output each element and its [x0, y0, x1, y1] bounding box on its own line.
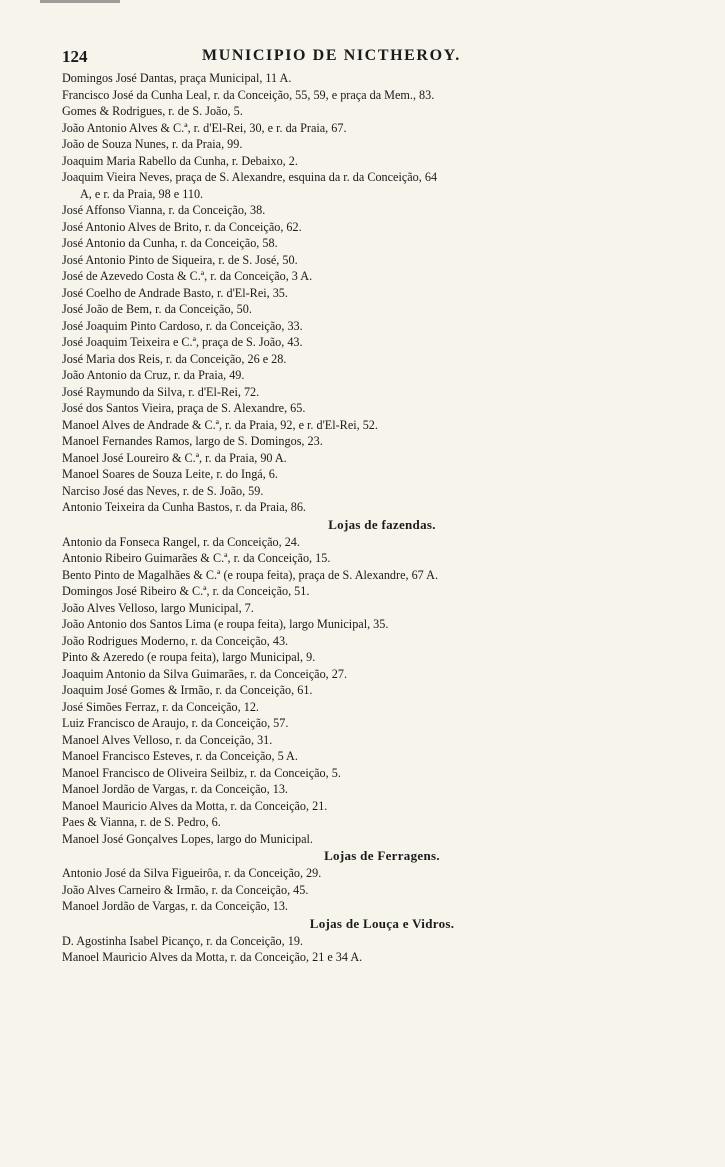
- directory-entry: Francisco José da Cunha Leal, r. da Conceição, 55, 59, e praça da Mem., 83.: [62, 87, 435, 102]
- page-number: 124: [62, 47, 88, 66]
- directory-entry: José Maria dos Reis, r. da Conceição, 26 e 28.: [62, 351, 287, 366]
- directory-entry: João de Souza Nunes, r. da Praia, 99.: [62, 137, 243, 151]
- directory-entry: José Raymundo da Silva, r. d'El-Rei, 72.: [62, 384, 260, 399]
- directory-entry: Manoel Soares de Souza Leite, r. do Ingá, 6.: [62, 467, 278, 481]
- directory-entry: José Joaquim Pinto Cardoso, r. da Conceição, 33.: [62, 318, 303, 333]
- directory-entry: José dos Santos Vieira, praça de S. Alexandre, 65.: [62, 401, 306, 415]
- directory-entry: João Antonio dos Santos Lima (e roupa feita), largo Municipal, 35.: [62, 617, 389, 631]
- directory-entry: José João de Bem, r. da Conceição, 50.: [62, 302, 252, 316]
- directory-entry: Joaquim Vieira Neves, praça de S. Alexandre, esquina da r. da Conceição, 64: [62, 170, 438, 184]
- directory-entry: José Affonso Vianna, r. da Conceição, 38.: [62, 203, 266, 217]
- page-header: [62, 47, 662, 69]
- section-heading: Lojas de Louça e Vidros.: [309, 915, 455, 931]
- section-heading: Lojas de Ferragens.: [324, 848, 440, 863]
- directory-entry: João Antonio da Cruz, r. da Praia, 49.: [62, 368, 245, 382]
- directory-entry: Manoel Alves Velloso, r. da Conceição, 31.: [62, 732, 273, 747]
- directory-entry: Luiz Francisco de Araujo, r. da Conceição, 57.: [62, 716, 289, 730]
- directory-entry: Manoel Alves de Andrade & C.ª, r. da Praia, 92, e r. d'El-Rei, 52.: [62, 417, 378, 432]
- directory-entry-continuation: A, e r. da Praia, 98 e 110.: [80, 186, 204, 201]
- directory-entry: Bento Pinto de Magalhães & C.ª (e roupa feita), praça de S. Alexandre, 67 A.: [62, 567, 438, 582]
- ink-smudge: [40, 0, 120, 3]
- directory-entry: Pinto & Azeredo (e roupa feita), largo Municipal, 9.: [62, 650, 316, 664]
- directory-listing: [62, 70, 702, 966]
- directory-entry: Manoel José Loureiro & C.ª, r. da Praia, 90 A.: [62, 450, 287, 465]
- directory-entry: Manoel Mauricio Alves da Motta, r. da Conceição, 21.: [62, 798, 328, 813]
- directory-entry: D. Agostinha Isabel Picanço, r. da Conceição, 19.: [62, 933, 303, 948]
- directory-entry: Manoel Jordão de Vargas, r. da Conceição, 13.: [62, 782, 288, 796]
- directory-entry: Manoel Francisco Esteves, r. da Conceição, 5 A.: [62, 749, 298, 763]
- directory-entry: João Alves Velloso, largo Municipal, 7.: [62, 600, 254, 615]
- directory-entry: Manoel Jordão de Vargas, r. da Conceição, 13.: [62, 899, 288, 913]
- directory-entry: João Antonio Alves & C.ª, r. d'El-Rei, 30, e r. da Praia, 67.: [62, 120, 347, 135]
- directory-entry: José Simões Ferraz, r. da Conceição, 12.: [62, 699, 259, 714]
- running-title: MUNICIPIO DE NICTHEROY.: [202, 47, 461, 64]
- directory-entry: Antonio José da Silva Figueirôa, r. da Conceição, 29.: [62, 866, 322, 880]
- directory-entry: Domingos José Ribeiro & C.ª, r. da Conceição, 51.: [62, 584, 310, 598]
- directory-entry: José de Azevedo Costa & C.ª, r. da Conceição, 3 A.: [62, 269, 313, 283]
- directory-entry: Domingos José Dantas, praça Municipal, 11 A.: [62, 71, 292, 85]
- directory-entry: Manoel Mauricio Alves da Motta, r. da Conceição, 21 e 34 A.: [62, 950, 363, 964]
- directory-entry: Manoel Fernandes Ramos, largo de S. Domingos, 23.: [62, 434, 323, 448]
- directory-entry: Joaquim Maria Rabello da Cunha, r. Debaixo, 2.: [62, 153, 298, 168]
- directory-entry: Joaquim Antonio da Silva Guimarães, r. da Conceição, 27.: [62, 666, 347, 681]
- directory-entry: Narciso José das Neves, r. de S. João, 59.: [62, 483, 264, 498]
- directory-entry: Manoel José Gonçalves Lopes, largo do Municipal.: [62, 831, 313, 846]
- directory-entry: Gomes & Rodrigues, r. de S. João, 5.: [62, 104, 243, 118]
- directory-entry: José Joaquim Teixeira e C.ª, praça de S. João, 43.: [62, 335, 303, 349]
- directory-entry: José Coelho de Andrade Basto, r. d'El-Rei, 35.: [62, 285, 288, 300]
- directory-entry: Joaquim José Gomes & Irmão, r. da Conceição, 61.: [62, 683, 313, 697]
- directory-entry: Antonio Teixeira da Cunha Bastos, r. da Praia, 86.: [62, 500, 306, 514]
- directory-entry: José Antonio Pinto de Siqueira, r. de S. José, 50.: [62, 252, 298, 267]
- directory-entry: Antonio da Fonseca Rangel, r. da Conceição, 24.: [62, 534, 300, 549]
- directory-entry: Antonio Ribeiro Guimarães & C.ª, r. da Conceição, 15.: [62, 551, 331, 565]
- directory-entry: João Alves Carneiro & Irmão, r. da Conceição, 45.: [62, 882, 309, 897]
- directory-entry: José Antonio da Cunha, r. da Conceição, 58.: [62, 236, 278, 250]
- section-heading: Lojas de fazendas.: [328, 516, 436, 532]
- directory-entry: João Rodrigues Moderno, r. da Conceição, 43.: [62, 633, 289, 648]
- directory-entry: Paes & Vianna, r. de S. Pedro, 6.: [62, 815, 221, 829]
- directory-entry: José Antonio Alves de Brito, r. da Conceição, 62.: [62, 219, 302, 234]
- directory-entry: Manoel Francisco de Oliveira Seilbiz, r. da Conceição, 5.: [62, 765, 341, 780]
